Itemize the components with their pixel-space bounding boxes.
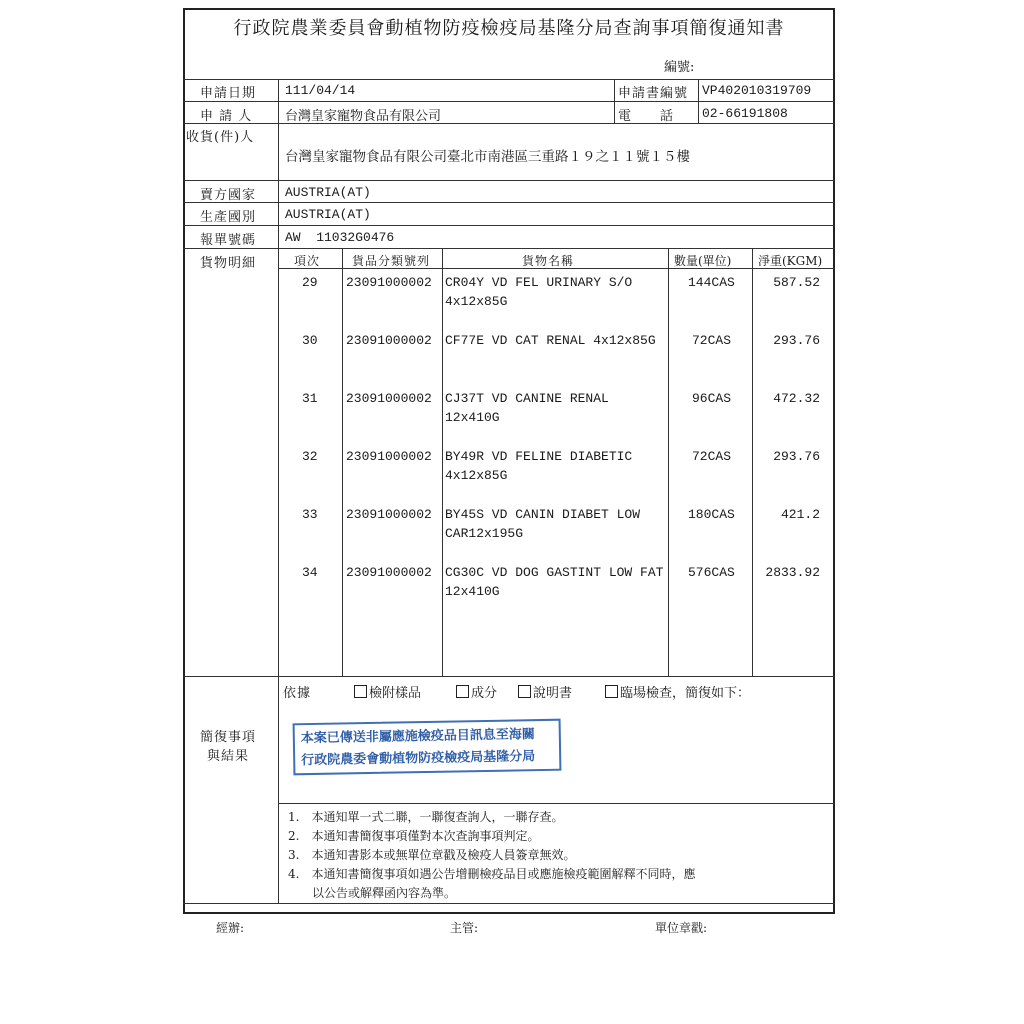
row-item: 31 bbox=[302, 391, 318, 406]
grid-line bbox=[183, 248, 835, 249]
grid-line bbox=[442, 248, 443, 676]
row-qty: 180CAS bbox=[688, 507, 735, 522]
row-qty: 96CAS bbox=[692, 391, 732, 406]
row-weight: 421.2 bbox=[780, 507, 820, 522]
checkbox-ingredient: 成分 bbox=[456, 682, 497, 701]
unit-seal-label: 單位章戳: bbox=[655, 921, 708, 935]
form-title: 行政院農業委員會動植物防疫檢疫局基隆分局查詢事項簡復通知書 bbox=[233, 18, 785, 39]
row-item: 29 bbox=[302, 275, 318, 290]
row-qty: 144CAS bbox=[688, 275, 735, 290]
row-weight: 293.76 bbox=[773, 333, 820, 348]
reply-label-2: 與結果 bbox=[207, 749, 250, 764]
header-code: 貨品分類號列 bbox=[352, 254, 431, 268]
phone-label: 電 話 bbox=[618, 109, 675, 124]
grid-line bbox=[183, 79, 835, 80]
grid-line bbox=[278, 803, 835, 804]
grid-line bbox=[614, 79, 615, 123]
grid-line bbox=[183, 903, 835, 904]
seller-country-label: 賣方國家 bbox=[200, 188, 257, 203]
note-1: 1. 本通知單一式二聯，一聯復查詢人，一聯存查。 bbox=[288, 810, 564, 824]
origin-value: AUSTRIA(AT) bbox=[285, 207, 371, 222]
header-name: 貨物名稱 bbox=[522, 254, 575, 268]
row-weight: 293.76 bbox=[773, 449, 820, 464]
declaration-value: AW 11032G0476 bbox=[285, 230, 395, 245]
checkbox-inspection: 臨場檢查，簡復如下： bbox=[605, 682, 750, 701]
grid-line bbox=[183, 676, 835, 677]
apply-date-value: 111/04/14 bbox=[285, 83, 356, 98]
row-code: 23091000002 bbox=[346, 507, 432, 522]
row-code: 23091000002 bbox=[346, 391, 432, 406]
grid-line bbox=[183, 101, 835, 102]
checkbox-manual: 說明書 bbox=[518, 682, 572, 701]
row-item: 34 bbox=[302, 565, 318, 580]
row-item: 30 bbox=[302, 333, 318, 348]
checkbox-sample: 檢附樣品 bbox=[354, 682, 421, 701]
applicant-label: 申 請 人 bbox=[200, 109, 253, 124]
row-weight: 587.52 bbox=[773, 275, 820, 290]
phone-value: 02-66191808 bbox=[702, 106, 788, 121]
row-weight: 2833.92 bbox=[765, 565, 820, 580]
row-code: 23091000002 bbox=[346, 333, 432, 348]
grid-line bbox=[668, 248, 669, 676]
grid-line bbox=[698, 79, 699, 123]
consignee-value: 台灣皇家寵物食品有限公司臺北市南港區三重路１９之１１號１５樓 bbox=[285, 149, 690, 165]
grid-line bbox=[183, 225, 835, 226]
row-qty: 576CAS bbox=[688, 565, 735, 580]
note-4: 4. 本通知書簡復事項如遇公告增刪檢疫品目或應施檢疫範圍解釋不同時，應 bbox=[288, 867, 696, 881]
apply-date-label: 申請日期 bbox=[200, 86, 257, 101]
header-item: 項次 bbox=[294, 254, 321, 268]
grid-line bbox=[183, 202, 835, 203]
official-stamp bbox=[293, 719, 562, 776]
row-name: CF77E VD CAT RENAL 4x12x85G bbox=[445, 333, 656, 348]
note-3: 3. 本通知書影本或無單位章戳及檢疫人員簽章無效。 bbox=[288, 848, 576, 862]
serial-label: 編號: bbox=[664, 60, 695, 75]
seller-country-value: AUSTRIA(AT) bbox=[285, 185, 371, 200]
basis-label: 依據 bbox=[283, 686, 312, 701]
declaration-label: 報單號碼 bbox=[200, 233, 257, 248]
row-item: 32 bbox=[302, 449, 318, 464]
row-code: 23091000002 bbox=[346, 565, 432, 580]
row-qty: 72CAS bbox=[692, 333, 732, 348]
origin-label: 生產國別 bbox=[200, 210, 257, 225]
row-name: BY45S VD CANIN DIABET LOW CAR12x195G bbox=[445, 507, 641, 541]
row-code: 23091000002 bbox=[346, 275, 432, 290]
form-no-value: VP402010319709 bbox=[702, 83, 812, 98]
stamp-line-2: 行政院農委會動植物防疫檢疫局基隆分局 bbox=[301, 749, 536, 769]
row-name: CR04Y VD FEL URINARY S/O 4x12x85G bbox=[445, 275, 633, 309]
row-name: CG30C VD DOG GASTINT LOW FAT 12x410G bbox=[445, 565, 664, 599]
reply-label-1: 簡復事項 bbox=[200, 730, 257, 745]
row-qty: 72CAS bbox=[692, 449, 732, 464]
row-item: 33 bbox=[302, 507, 318, 522]
goods-label: 貨物明細 bbox=[200, 256, 257, 271]
row-weight: 472.32 bbox=[773, 391, 820, 406]
supervisor-label: 主管: bbox=[450, 921, 479, 935]
consignee-label: 收貨(件)人 bbox=[186, 130, 255, 145]
header-weight: 淨重(KGM) bbox=[758, 254, 823, 268]
handler-label: 經辦: bbox=[216, 921, 245, 935]
grid-line bbox=[278, 79, 279, 903]
form-no-label: 申請書編號 bbox=[618, 86, 689, 101]
stamp-line-1: 本案已傳送非屬應施檢疫品目訊息至海關 bbox=[300, 727, 535, 747]
grid-line bbox=[183, 123, 835, 124]
applicant-value: 台灣皇家寵物食品有限公司 bbox=[285, 109, 442, 124]
grid-line bbox=[183, 180, 835, 181]
note-2: 2. 本通知書簡復事項僅對本次查詢事項判定。 bbox=[288, 829, 540, 843]
note-4-continued: 以公告或解釋函內容為準。 bbox=[288, 886, 457, 900]
row-code: 23091000002 bbox=[346, 449, 432, 464]
row-name: CJ37T VD CANINE RENAL 12x410G bbox=[445, 391, 609, 425]
grid-line bbox=[342, 248, 343, 676]
row-name: BY49R VD FELINE DIABETIC 4x12x85G bbox=[445, 449, 633, 483]
header-qty: 數量(單位) bbox=[674, 254, 732, 268]
